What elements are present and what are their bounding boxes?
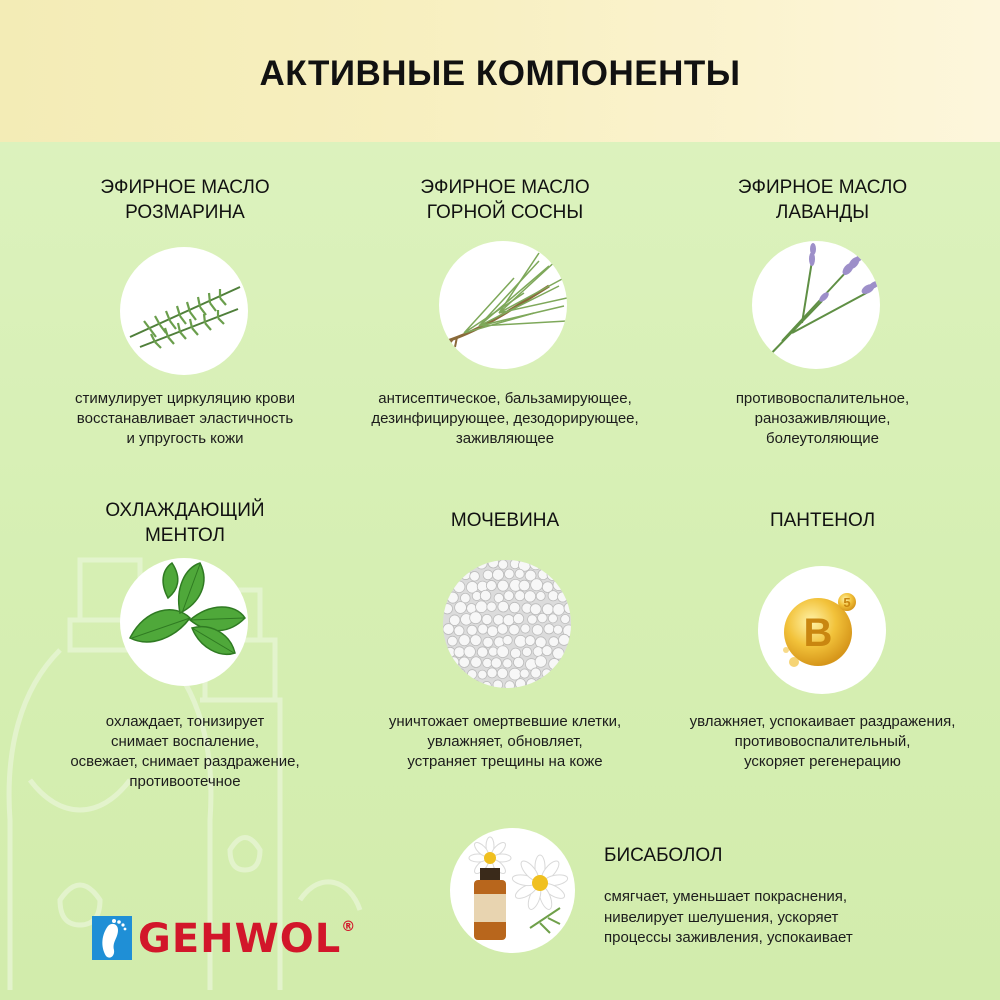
component-menthol: [40, 498, 330, 798]
component-title: ОХЛАЖДАЮЩИЙ МЕНТОЛ: [105, 500, 265, 546]
component-title: ЭФИРНОЕ МАСЛО ГОРНОЙ СОСНЫ: [420, 177, 590, 223]
component-description: увлажняет, успокаивает раздражения, противовоспалительный, ускоряет регенерацию: [689, 713, 956, 770]
foot-logo-icon: [92, 916, 132, 960]
brand-logo: [92, 916, 357, 962]
vitamin-b5-icon: [758, 566, 886, 694]
component-description: стимулирует циркуляцию крови восстанавливает эластичность и упругость кожи: [75, 390, 295, 447]
component-panthenol: [670, 508, 975, 788]
component-description: охлаждает, тонизирует снимает воспаление, освежает, снимает раздражение, противоотечное: [70, 713, 300, 790]
registered-mark: ®: [341, 919, 357, 935]
component-title: ЭФИРНОЕ МАСЛО РОЗМАРИНА: [100, 177, 270, 223]
component-description: уничтожает омертвевшие клетки, увлажняет, обновляет, устраняет трещины на коже: [388, 713, 622, 770]
chamomile-oil-icon: [450, 828, 575, 953]
component-mountain-pine: [355, 175, 655, 455]
vitamin-number: 5: [843, 595, 851, 610]
brand-name: [138, 916, 356, 962]
mint-icon: [120, 558, 248, 686]
component-description: противовоспалительное, ранозаживляющие, болеутоляющие: [735, 390, 910, 447]
lavender-icon: [752, 241, 880, 369]
component-rosemary: [40, 175, 330, 455]
pine-icon: [439, 241, 567, 369]
rosemary-icon: [120, 247, 248, 375]
urea-granules-icon: [443, 560, 571, 688]
component-title: ЭФИРНОЕ МАСЛО ЛАВАНДЫ: [737, 177, 908, 223]
component-title: ПАНТЕНОЛ: [769, 510, 876, 531]
component-description: антисептическое, бальзамирующее, дезинфицирующее, дезодорирующее, заживляющее: [371, 390, 639, 447]
brand-name-text: GEHWOL: [138, 916, 342, 962]
component-title: БИСАБОЛОЛ: [604, 845, 723, 866]
page-title: АКТИВНЫЕ КОМПОНЕНТЫ: [259, 54, 741, 93]
component-urea: [355, 508, 655, 788]
vitamin-letter: B: [803, 611, 833, 655]
component-description: смягчает, уменьшает покраснения, нивелирует шелушения, ускоряет процессы заживления, успокаивает: [604, 888, 853, 946]
component-lavender: [680, 175, 965, 455]
component-title: МОЧЕВИНА: [450, 510, 560, 531]
